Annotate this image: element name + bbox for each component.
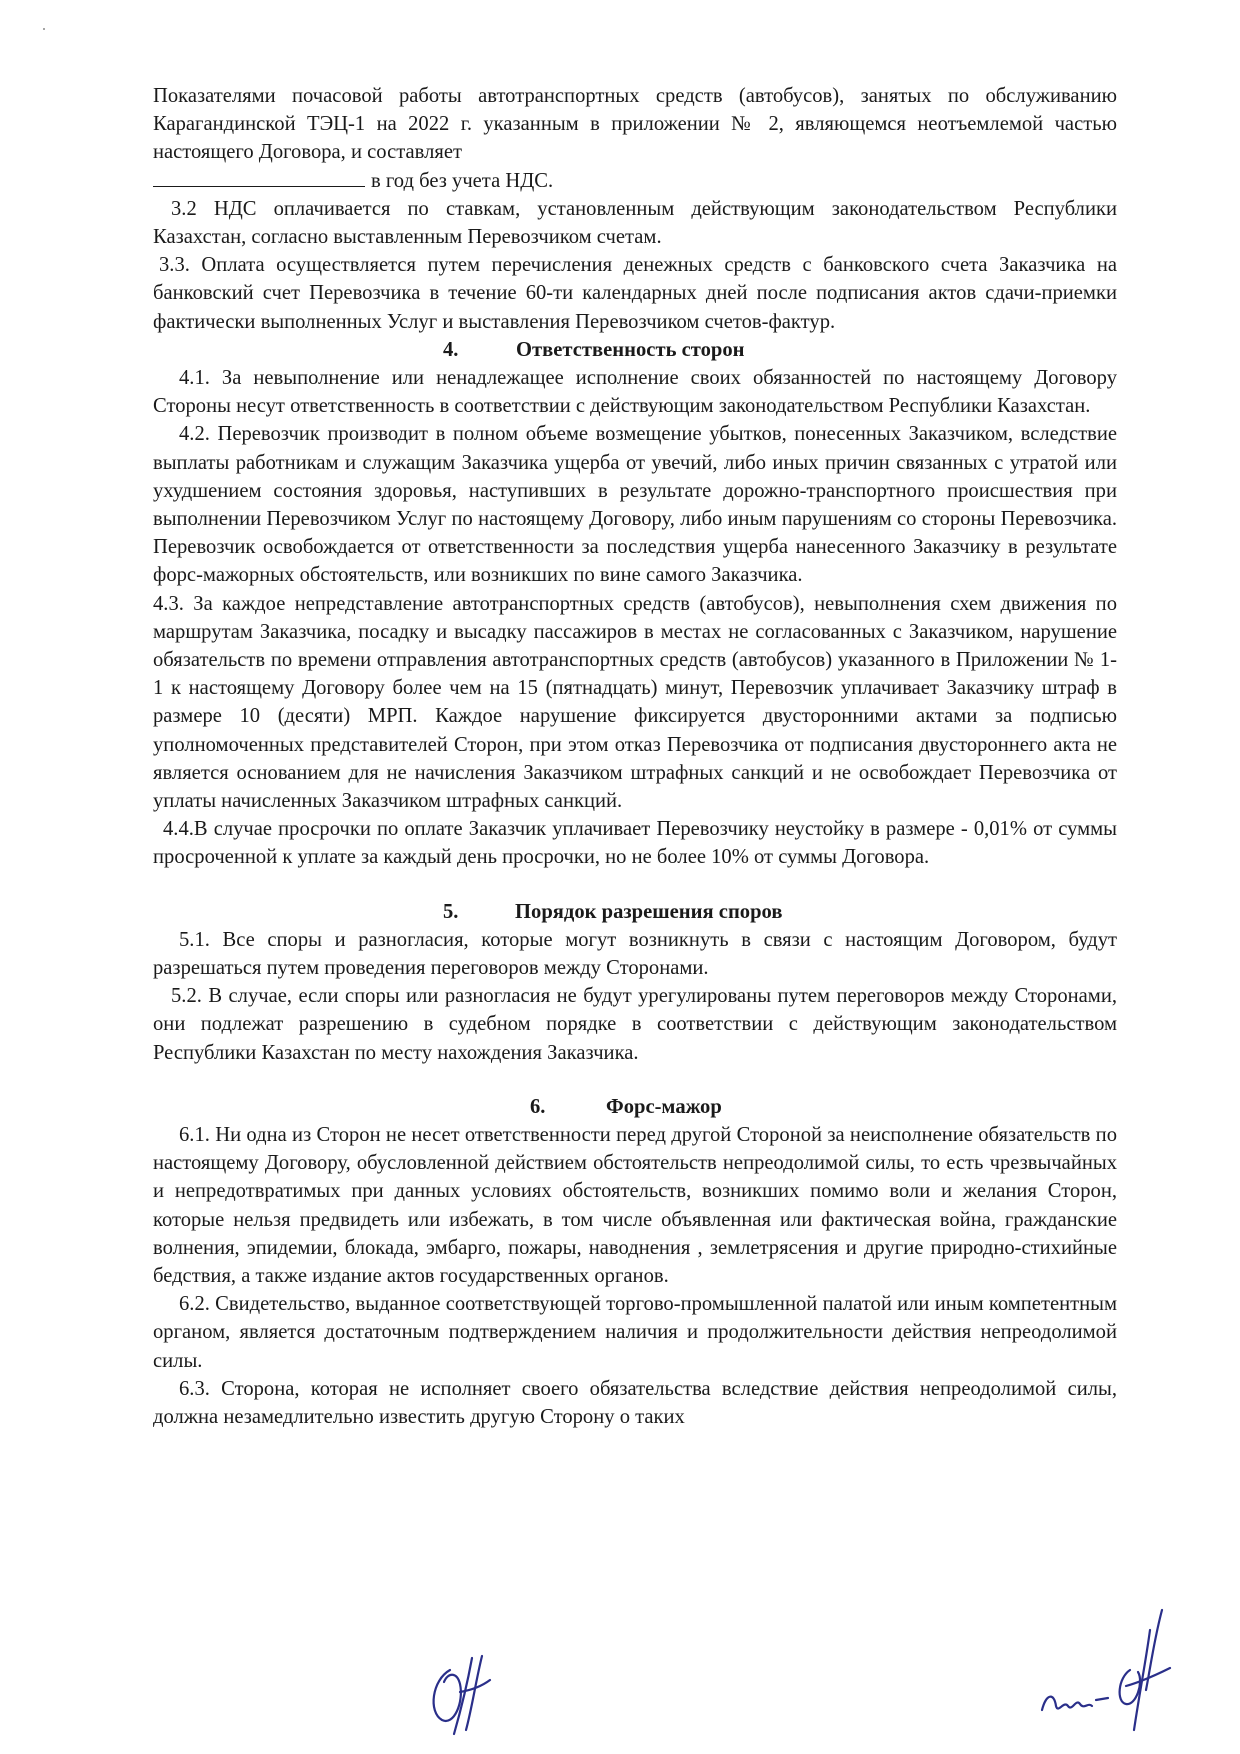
paragraph-5-1: 5.1. Все споры и разногласия, которые могут возникнуть в связи с настоящим Договором, будут разрешаться путем проведения переговоров между Сторонами. — [153, 928, 1117, 980]
section-5-heading — [153, 898, 1117, 926]
paragraph-5-2: 5.2. В случае, если споры или разногласия не будут урегулированы путем переговоров между Сторонами, они подлежат разрешению в судебном порядке в соответствии с действующим законодательством Республики Казахстан по месту нахождения Заказчика. — [153, 985, 1117, 1064]
section-6-title: Форс-мажор — [606, 1095, 722, 1118]
section-6-number: 6. — [530, 1095, 546, 1118]
paragraph-4-4: 4.4.В случае просрочки по оплате Заказчик уплачивает Перевозчику неустойку в размере - 0,01% от суммы просроченной к уплате за каждый день просрочки, но не более 10% от суммы Договора. — [153, 818, 1117, 869]
section-4-title: Ответственность сторон — [516, 338, 745, 361]
paragraph-3-1-tail: в год без учета НДС. — [371, 169, 554, 192]
scan-speck — [43, 28, 45, 30]
amount-blank-field — [153, 168, 365, 187]
paragraph-3-2: 3.2 НДС оплачивается по ставкам, установленным действующим законодательством Республики Казахстан, согласно выставленным Перевозчиком счетам. — [153, 197, 1117, 249]
section-4-heading — [153, 336, 1117, 364]
section-4-number: 4. — [443, 338, 459, 361]
paragraph-6-2: 6.2. Свидетельство, выданное соответствующей торгово-промышленной палатой или иным компетентным органом, является достаточным подтверждением наличия и продолжительности действия непреодолимой силы. — [153, 1293, 1117, 1372]
paragraph-6-3: 6.3. Сторона, которая не исполняет своего обязательства вследствие действия непреодолимой силы, должна незамедлительно известить другую Сторону о таких — [153, 1377, 1117, 1429]
paragraph-3-3: 3.3. Оплата осуществляется путем перечисления денежных средств с банковского счета Заказчика на банковский счет Перевозчика в течение 60-ти календарных дней после подписания актов сдачи-приемки фактически выполненных Услуг и выставления Перевозчиком счетов-фактур. — [153, 254, 1117, 333]
spacer — [153, 872, 1117, 898]
paragraph-6-1: 6.1. Ни одна из Сторон не несет ответственности перед другой Стороной за неисполнение обязательств по настоящему Договору, обусловленной действием обстоятельств непреодолимой силы, то есть чрезвычайных и непредотвратимых при данных условиях обстоятельств, возникших помимо воли и желания Сторон, которые нельзя предвидеть или избежать, в том числе объявленная или фактическая война, гражданские волнения, эпидемии, блокада, эмбарго, пожары, наводнения , землетрясения и другие природно-стихийные бедствия, а также издание актов государственных органов. — [153, 1124, 1117, 1288]
paragraph-3-1-text: Показателями почасовой работы автотранспортных средств (автобусов), занятых по обслуживанию Карагандинской ТЭЦ-1 на 2022 г. указанным в приложении № 2, являющемся неотъемлемой частью настоящего Договора, и составляет — [153, 85, 1117, 164]
section-6-heading — [153, 1093, 1117, 1121]
section-5-title: Порядок разрешения споров — [515, 900, 783, 923]
spacer — [153, 1067, 1117, 1093]
document-page — [153, 82, 1117, 1431]
left-signature-icon — [420, 1650, 510, 1740]
paragraph-4-1: 4.1. За невыполнение или ненадлежащее исполнение своих обязанностей по настоящему Договору Стороны несут ответственность в соответствии с действующим законодательством Республики Казахстан. — [153, 367, 1117, 418]
paragraph-4-3: 4.3. За каждое непредставление автотранспортных средств (автобусов), невыполнения схем движения по маршрутам Заказчика, посадку и высадку пассажиров в местах не согласованных с Заказчиком, нарушение обязательств по времени отправления автотранспортных средств (автобусов) указанного в Приложении № 1-1 к настоящему Договору более чем на 15 (пятнадцать) минут, Перевозчик уплачивает Заказчику штраф в размере 10 (десяти) МРП. Каждое нарушение фиксируется двусторонними актами за подписью уполномоченных представителей Сторон, при этом отказ Перевозчика от подписания двустороннего акта не является основанием для не начисления Заказчиком штрафных санкций и не освобождает Перевозчика от уплаты начисленных Заказчиком штрафных санкций. — [153, 592, 1117, 813]
section-5-number: 5. — [443, 900, 459, 923]
paragraph-4-2: 4.2. Перевозчик производит в полном объеме возмещение убытков, понесенных Заказчиком, вследствие выплаты работникам и служащим Заказчика ущерба от увечий, либо иных причин связанных с утратой или ухудшением состояния здоровья, наступивших в результате дорожно-транспортного происшествия при выполнении Перевозчиком Услуг по настоящему Договору, либо иным парушениям со стороны Перевозчика. Перевозчик освобождается от ответственности за последствия ущерба нанесенного Заказчику в результате форс-мажорных обстоятельств, или возникших по вине самого Заказчика. — [153, 423, 1117, 587]
paragraph-3-1-continuation — [153, 82, 1117, 195]
right-signature-icon — [1030, 1590, 1190, 1740]
